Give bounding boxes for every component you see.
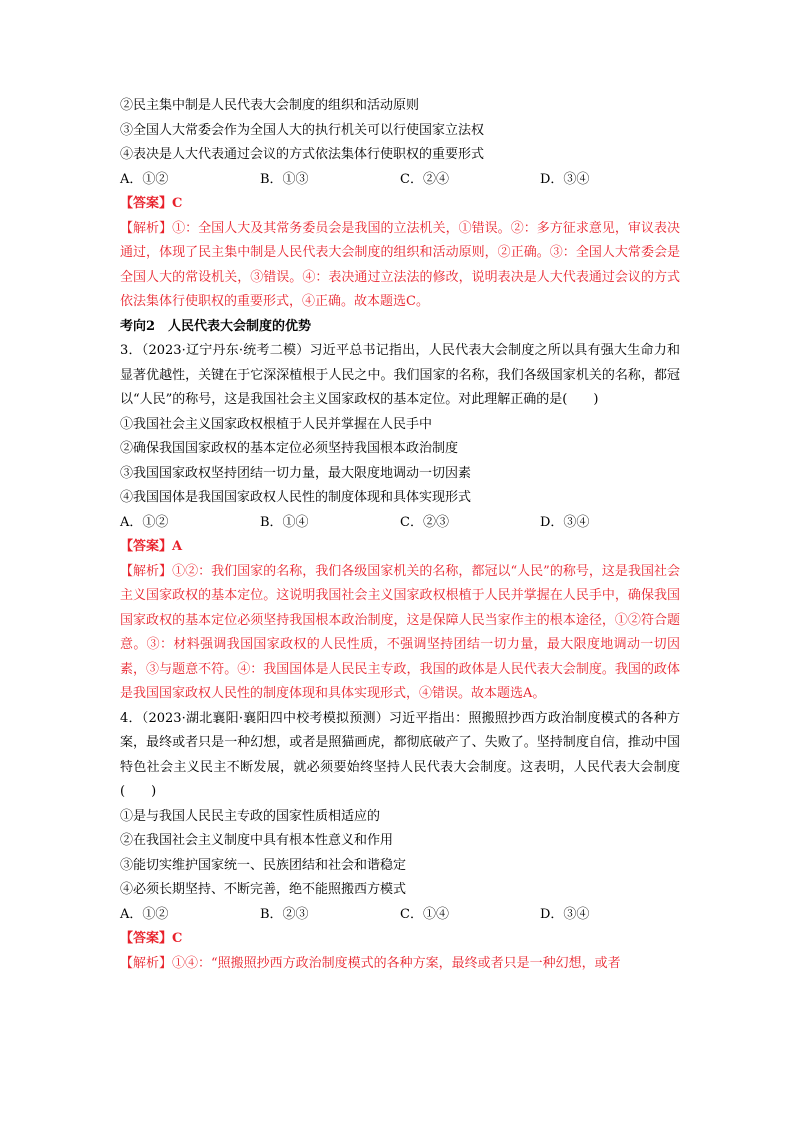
- page-content: [120, 94, 680, 976]
- choice-b: B．①④: [260, 514, 309, 530]
- option-line: ③全国人大常委会作为全国人大的执行机关可以行使国家立法权: [120, 122, 485, 138]
- section-title: 考向2 人民代表大会制度的优势: [120, 318, 312, 334]
- choice-a: A．①②: [120, 906, 169, 922]
- option-line: ②民主集中制是人民代表大会制度的组织和活动原则: [120, 98, 420, 113]
- option-line: ①是与我国人民民主专政的国家性质相适应的: [120, 808, 381, 824]
- question-2-block: [120, 94, 680, 315]
- choice-b: B．①③: [260, 171, 309, 187]
- choice-c: C．①④: [400, 906, 449, 922]
- option-line: ②在我国社会主义制度中具有根本性意义和作用: [120, 833, 394, 848]
- answer-choices: [120, 511, 680, 536]
- question-stem: 4．（2023·湖北襄阳·襄阳四中校考模拟预测）习近平指出：照搬照抄西方政治制度模式的各种方案，最终或者只是一种幻想，或者是照猫画虎，都彻底破产了、失败了。坚持制度自信，推动中国特色社会主义民主不断发展，就必须要始终坚持人民代表大会制度。这表明，人民代表大会制度( ): [120, 710, 680, 799]
- analysis-text: 【解析】①②：我们国家的名称，我们各级国家机关的名称，都冠以“人民”的称号，这是我国社会主义国家政权的基本定位。这说明我国社会主义国家政权根植于人民并掌握在人民手中，确保我国国家政权的基本定位必须坚持我国根本政治制度，这是保障人民当家作主的根本途径，①②符合题意。③：材料强调我国国家政权的人民性质，不强调坚持团结一切力量，最大限度地调动一切因素，③与题意不符。④：我国国体是人民民主专政，我国的政体是人民代表大会制度。我国的政体是我国国家政权人民性的制度体现和具体实现形式，④错误。故本题选A。: [120, 563, 680, 701]
- choice-d: D．③④: [540, 906, 590, 922]
- answer-choices: [120, 903, 680, 928]
- option-line: ②确保我国国家政权的基本定位必须坚持我国根本政治制度: [120, 441, 459, 456]
- option-line: ④我国国体是我国国家政权人民性的制度体现和具体实现形式: [120, 490, 472, 505]
- option-line: ④表决是人大代表通过会议的方式依法集体行使职权的重要形式: [120, 147, 485, 162]
- question-4-block: [120, 707, 680, 977]
- choice-b: B．②③: [260, 906, 309, 922]
- option-line: ③我国国家政权坚持团结一切力量，最大限度地调动一切因素: [120, 465, 472, 481]
- option-line: ①我国社会主义国家政权根植于人民并掌握在人民手中: [120, 416, 433, 432]
- question-3-block: [120, 339, 680, 707]
- choice-c: C．②③: [400, 514, 449, 530]
- analysis-text: 【解析】①④：“照搬照抄西方政治制度模式的各种方案，最终或者只是一种幻想，或者: [120, 955, 621, 971]
- answer-label: 【答案】A: [120, 539, 183, 554]
- choice-d: D．③④: [540, 171, 590, 187]
- choice-d: D．③④: [540, 514, 590, 530]
- choice-a: A．①②: [120, 171, 169, 187]
- analysis-text: 【解析】①：全国人大及其常务委员会是我国的立法机关，①错误。②：多方征求意见，审议表决通过，体现了民主集中制是人民代表大会制度的组织和活动原则，②正确。③：全国人大常委会是全国人大的常设机关，③错误。④：表决通过立法法的修改，说明表决是人大代表通过会议的方式依法集体行使职权的重要形式，④正确。故本题选C。: [120, 220, 680, 309]
- option-line: ③能切实维护国家统一、民族团结和社会和谐稳定: [120, 857, 407, 873]
- choice-a: A．①②: [120, 514, 169, 530]
- option-line: ④必须长期坚持、不断完善，绝不能照搬西方模式: [120, 882, 407, 897]
- answer-label: 【答案】C: [120, 196, 183, 211]
- answer-choices: [120, 168, 680, 193]
- question-stem: 3．（2023·辽宁丹东·统考二模）习近平总书记指出，人民代表大会制度之所以具有强大生命力和显著优越性，关键在于它深深植根于人民之中。我们国家的名称，我们各级国家机关的名称，都冠以“人民”的称号，这是我国社会主义国家政权的基本定位。对此理解正确的是( ): [120, 343, 680, 407]
- choice-c: C．②④: [400, 171, 449, 187]
- answer-label: 【答案】C: [120, 931, 183, 946]
